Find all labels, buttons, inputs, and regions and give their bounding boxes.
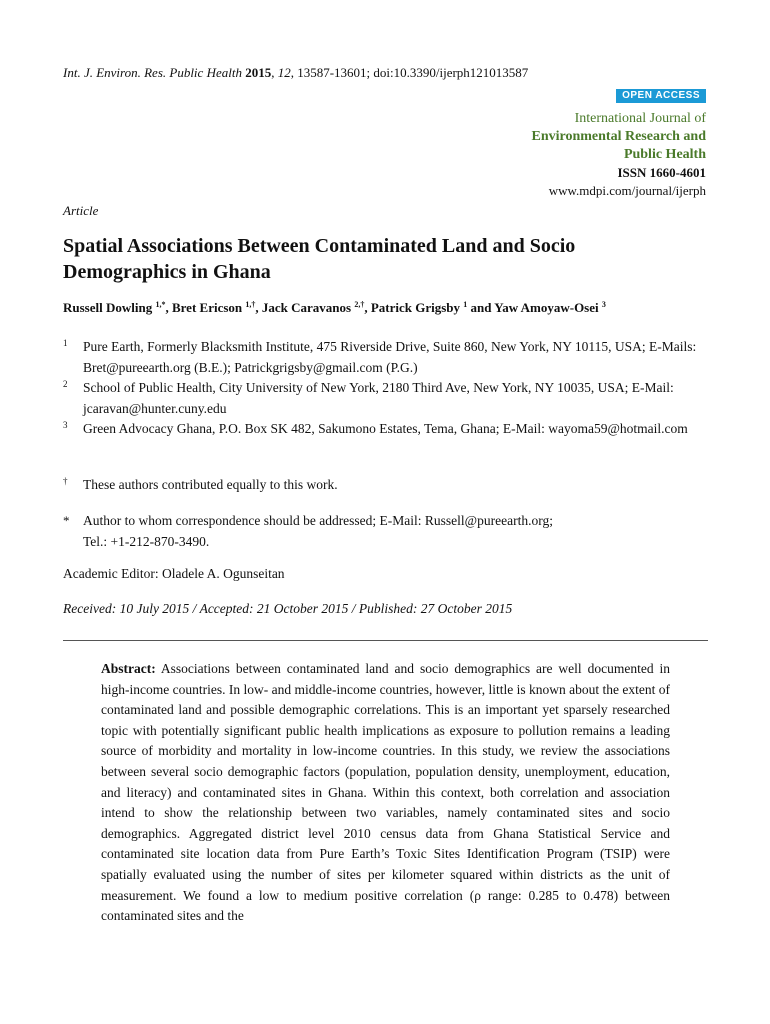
affiliation-number: 1 xyxy=(63,338,68,348)
journal-block xyxy=(532,110,707,200)
author-name: Patrick Grigsby xyxy=(370,300,464,315)
note-mark: † xyxy=(63,476,68,486)
author-name: Jack Caravanos xyxy=(261,300,355,315)
journal-line-3: Public Health xyxy=(623,147,706,162)
article-title: Spatial Associations Between Contaminated Land and Socio Demographics in Ghana xyxy=(63,235,576,283)
author-affiliation-marker: 1 xyxy=(463,300,468,309)
note-text: These authors contributed equally to this work. xyxy=(83,477,338,492)
affiliation-text: Green Advocacy Ghana, P.O. Box SK 482, Sakumono Estates, Tema, Ghana; E-Mail: wayoma59@hotmail.com xyxy=(83,421,688,436)
academic-editor: Academic Editor: Oladele A. Ogunseitan xyxy=(63,566,285,581)
citation-line: Int. J. Environ. Res. Public Health 2015, 12, 13587-13601; doi:10.3390/ijerph121013587 xyxy=(63,65,529,80)
affiliation-text: School of Public Health, City University of New York, 2180 Third Ave, New York, NY 10035, USA; E-Mail: jcaravan@hunter.cuny.edu xyxy=(83,380,674,416)
author-affiliation-marker: 1,* xyxy=(155,300,166,309)
affiliation-3 xyxy=(63,418,703,439)
publication-dates: Received: 10 July 2015 / Accepted: 21 October 2015 / Published: 27 October 2015 xyxy=(63,601,513,616)
author-separator: , xyxy=(255,300,262,315)
affiliation-number: 2 xyxy=(63,379,68,389)
correspondence-line-2: Tel.: +1-212-870-3490. xyxy=(83,534,210,549)
abstract-label: Abstract: xyxy=(101,661,156,676)
author-name: Russell Dowling xyxy=(63,300,156,315)
correspondence-line-1: Author to whom correspondence should be addressed; E-Mail: Russell@pureearth.org; xyxy=(83,513,553,528)
affiliation-number: 3 xyxy=(63,420,68,430)
open-access-badge: OPEN ACCESS xyxy=(616,89,706,103)
citation-pages-doi: , 13587-13601; doi:10.3390/ijerph121013587 xyxy=(290,65,529,80)
citation-volume: 12 xyxy=(277,65,291,80)
author-affiliation-marker: 1,† xyxy=(245,300,256,309)
author-name: Bret Ericson xyxy=(171,300,246,315)
author-affiliation-marker: 2,† xyxy=(354,300,365,309)
author-list xyxy=(63,300,606,316)
journal-issn: ISSN 1660-4601 xyxy=(617,165,706,180)
author-separator: , xyxy=(364,300,371,315)
abstract xyxy=(101,659,670,927)
author-affiliation-marker: 3 xyxy=(601,300,606,309)
author-separator: and xyxy=(467,300,495,315)
abstract-text: Associations between contaminated land and socio demographics are well documented in high-income countries. In low- and middle-income countries, however, little is known about the extent of contaminated land and possible demographic correlations. This is an important yet sparsely researched topic with potentially significant public health implications as exposure to pollution remains a leading source of morbidity and mortality in low-income countries. In this study, we review the associations between several socio demographic factors (population, population density, unemployment, education, and literacy) and contaminated sites in Ghana. Within this context, both correlation and association intend to show the relationship between two variables, namely contaminated sites and socio demographics. Aggregated district level 2010 census data from Ghana Statistical Service and contaminated site location data from Pure Earth’s Toxic Sites Identification Program (TSIP) were spatially evaluated using the number of sites per kilometer squared within districts as the unit of measurement. We found a low to medium positive correlation (ρ range: 0.285 to 0.478) between contaminated sites and the xyxy=(101,661,670,924)
equal-contribution-note xyxy=(63,474,703,495)
journal-line-1: International Journal of xyxy=(574,111,706,126)
author-separator: , xyxy=(165,300,172,315)
citation-year: 2015 xyxy=(245,65,272,80)
journal-url[interactable]: www.mdpi.com/journal/ijerph xyxy=(548,183,706,198)
note-mark: * xyxy=(63,513,70,528)
affiliation-1 xyxy=(63,336,703,378)
journal-line-2: Environmental Research and xyxy=(531,129,706,144)
affiliation-text: Pure Earth, Formerly Blacksmith Institute, 475 Riverside Drive, Suite 860, New York, NY 10115, USA; E-Mails: Bret@pureearth.org (B.E.); Patrickgrigsby@gmail.com (P.G.) xyxy=(83,339,697,375)
author-name: Yaw Amoyaw-Osei xyxy=(494,300,602,315)
article-type: Article xyxy=(63,203,99,218)
correspondence-note xyxy=(63,510,703,552)
affiliation-2 xyxy=(63,377,703,419)
citation-journal: Int. J. Environ. Res. Public Health xyxy=(63,65,242,80)
divider xyxy=(63,640,708,641)
